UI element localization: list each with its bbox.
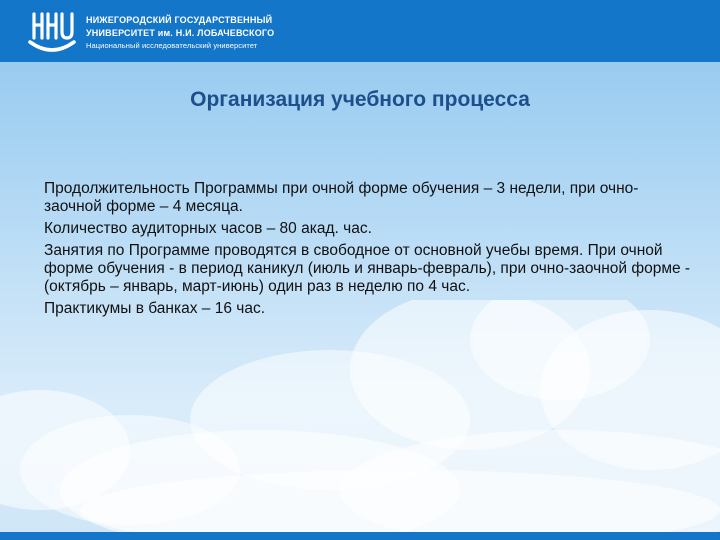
paragraph-duration: Продолжительность Программы при очной форме обучения – 3 недели, при очно-заочной форме – 4 месяца. bbox=[44, 180, 639, 215]
header-bar bbox=[0, 0, 720, 62]
paragraph-hours: Количество аудиторных часов – 80 акад. час. bbox=[44, 220, 372, 237]
footer-bar bbox=[0, 532, 720, 540]
paragraph-practicum: Практикумы в банках – 16 час. bbox=[44, 300, 265, 317]
university-subtitle: Национальный исследовательский университет bbox=[86, 41, 258, 50]
paragraph-schedule: Занятия по Программе проводятся в свободное от основной учебы время. При очной форме обучения - в период каникул (июль и январь-февраль), при очно-заочной форме -(октябрь – январь, март-июнь) один раз в неделю по 4 час. bbox=[44, 242, 691, 295]
slide-content bbox=[44, 180, 694, 322]
clouds-background bbox=[0, 300, 720, 532]
slide-title: Организация учебного процесса bbox=[190, 88, 530, 111]
university-name-line2: УНИВЕРСИТЕТ им. Н.И. ЛОБАЧЕВСКОГО bbox=[86, 28, 275, 38]
university-name-line1: НИЖЕГОРОДСКИЙ ГОСУДАРСТВЕННЫЙ bbox=[86, 15, 273, 25]
university-logo-icon bbox=[26, 8, 78, 56]
